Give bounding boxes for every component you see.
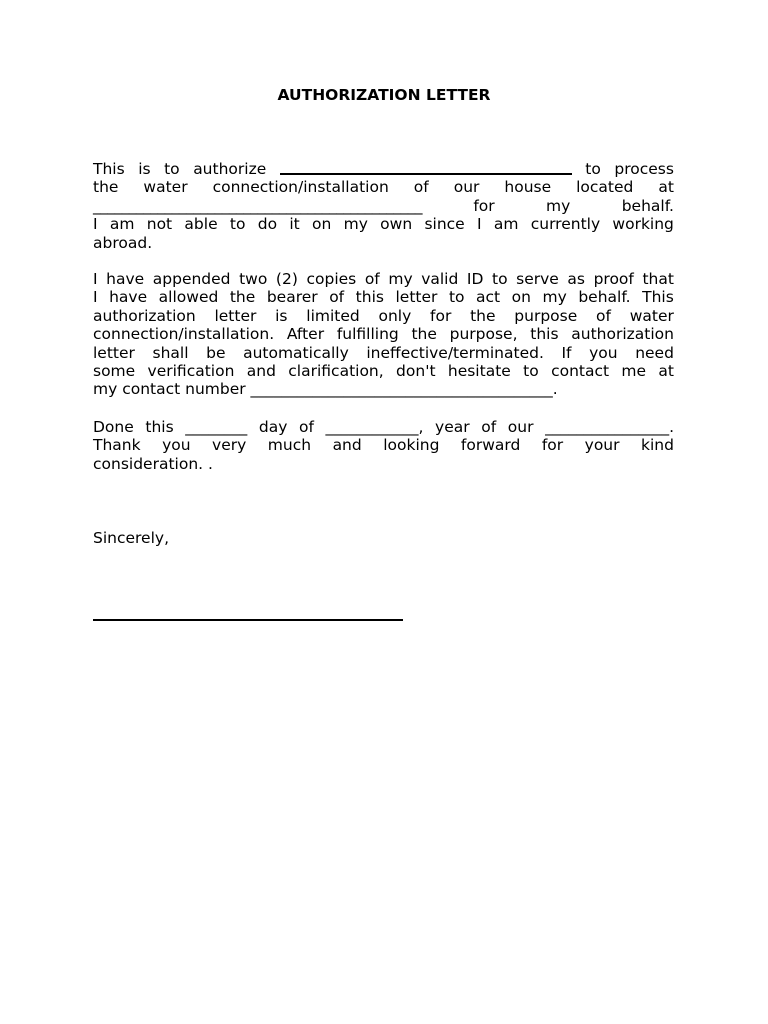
- word: the: [470, 306, 496, 325]
- paragraph-details: [93, 270, 674, 399]
- word: working: [612, 215, 674, 234]
- word: This: [93, 160, 125, 178]
- text-line: [93, 325, 674, 343]
- word: the: [229, 288, 256, 307]
- word: be: [206, 343, 226, 362]
- word: process: [614, 160, 674, 178]
- word: kind: [640, 436, 674, 455]
- word: behalf.: [578, 288, 631, 307]
- word: do: [257, 215, 278, 234]
- text-line: [93, 215, 674, 233]
- word: ________________.: [545, 418, 674, 436]
- word: the: [93, 178, 119, 197]
- word: purpose,: [449, 325, 518, 344]
- word: some: [93, 361, 136, 380]
- word: allowed: [158, 288, 219, 307]
- word: automatically: [243, 343, 349, 362]
- word: Done: [93, 418, 134, 436]
- word: currently: [530, 215, 601, 234]
- word: looking: [383, 436, 440, 455]
- text-line: [93, 436, 674, 454]
- text-line: [93, 178, 674, 196]
- word: for: [541, 436, 564, 455]
- word: it: [289, 215, 300, 234]
- word: since: [424, 215, 465, 234]
- word: on: [312, 215, 332, 234]
- word: ____________,: [325, 418, 424, 436]
- word: bearer: [266, 288, 318, 307]
- word: this: [355, 288, 384, 307]
- word: Thank: [93, 436, 141, 455]
- word: proof: [593, 270, 634, 288]
- word: ________: [185, 418, 248, 436]
- word: only: [378, 306, 412, 325]
- text-line: [93, 380, 674, 398]
- contact-number-line: my contact number _______________________________________.: [93, 380, 558, 399]
- word: letter: [214, 306, 257, 325]
- word: for: [473, 196, 495, 215]
- paragraph-authorization: [93, 160, 674, 252]
- word: to: [229, 215, 246, 234]
- text-line: [93, 455, 674, 473]
- authorized-person-blank: [280, 160, 572, 175]
- word: is: [138, 160, 151, 178]
- word: of: [364, 270, 380, 288]
- word: I: [93, 270, 98, 288]
- word: of: [481, 418, 497, 436]
- word: as: [567, 270, 585, 288]
- word: of: [298, 418, 314, 436]
- word: that: [642, 270, 674, 288]
- word: our: [453, 178, 480, 197]
- word: your: [584, 436, 620, 455]
- word: water: [143, 178, 188, 197]
- word: connection/installation.: [93, 325, 275, 344]
- word: is: [275, 306, 288, 325]
- word: able: [184, 215, 218, 234]
- word: purpose: [514, 306, 578, 325]
- signature-line: [93, 619, 403, 621]
- word: very: [212, 436, 247, 455]
- word: copies: [306, 270, 357, 288]
- word: have: [106, 270, 145, 288]
- text-line: [93, 288, 674, 306]
- word: appended: [152, 270, 231, 288]
- word: authorization: [571, 325, 674, 344]
- word: serve: [516, 270, 559, 288]
- word: our: [507, 418, 534, 436]
- word: If: [561, 343, 572, 362]
- text-line: [93, 197, 674, 215]
- word: shall: [152, 343, 189, 362]
- word: at: [658, 178, 674, 197]
- word: to: [523, 361, 539, 380]
- word: located: [576, 178, 634, 197]
- word: letter: [395, 288, 438, 307]
- word: not: [146, 215, 173, 234]
- word: of: [596, 306, 611, 325]
- word: and: [246, 361, 276, 380]
- word: am: [109, 215, 135, 234]
- word: behalf.: [621, 196, 674, 215]
- word: I: [476, 215, 482, 234]
- word: valid: [421, 270, 459, 288]
- word: authorization: [93, 306, 196, 325]
- word: clarification,: [288, 361, 384, 380]
- word: ID: [466, 270, 484, 288]
- word: at: [658, 361, 674, 380]
- word: act: [476, 288, 501, 307]
- word: This: [642, 288, 674, 307]
- word: two: [239, 270, 268, 288]
- closing-salutation: Sincerely,: [93, 529, 170, 547]
- word: of: [329, 288, 345, 307]
- word: this: [145, 418, 174, 436]
- text-line: [93, 344, 674, 362]
- word: water: [629, 306, 674, 325]
- word: forward: [460, 436, 521, 455]
- word: own: [380, 215, 413, 234]
- word: my: [546, 196, 571, 215]
- word: After: [286, 325, 325, 344]
- word: much: [267, 436, 312, 455]
- word: you: [162, 436, 191, 455]
- word: you: [589, 343, 618, 362]
- word: for: [430, 306, 452, 325]
- word: consideration. .: [93, 454, 213, 473]
- word: am: [493, 215, 519, 234]
- word: to: [585, 160, 601, 178]
- word: day: [258, 418, 288, 436]
- word: connection/installation: [212, 178, 389, 197]
- text-line: [93, 234, 674, 252]
- word: this: [530, 325, 559, 344]
- word: need: [635, 343, 674, 362]
- word: have: [109, 288, 148, 307]
- word: letter: [93, 343, 135, 362]
- word: to: [448, 288, 465, 307]
- text-line: [93, 160, 674, 178]
- word: abroad.: [93, 233, 153, 252]
- letter-title: AUTHORIZATION LETTER: [277, 86, 491, 104]
- word: limited: [306, 306, 360, 325]
- text-line: [93, 362, 674, 380]
- word: (2): [275, 270, 298, 288]
- word: to: [164, 160, 180, 178]
- text-line: [93, 307, 674, 325]
- word: authorize: [193, 160, 267, 178]
- text-line: [93, 270, 674, 288]
- word: verification: [147, 361, 235, 380]
- paragraph-date: [93, 418, 674, 473]
- word: on: [511, 288, 531, 307]
- word: contact: [551, 361, 610, 380]
- word: my: [388, 270, 413, 288]
- word: I: [93, 288, 98, 307]
- word: year: [435, 418, 470, 436]
- word: house: [504, 178, 552, 197]
- word: fulfilling: [336, 325, 399, 344]
- word: of: [413, 178, 429, 197]
- word: the: [411, 325, 437, 344]
- address-blank: ______________________________________________: [93, 196, 422, 215]
- word: and: [332, 436, 362, 455]
- word: my: [343, 215, 368, 234]
- word: don't: [396, 361, 436, 380]
- word: my: [542, 288, 567, 307]
- word: to: [492, 270, 508, 288]
- word: I: [93, 215, 98, 234]
- word: me: [621, 361, 647, 380]
- word: hesitate: [447, 361, 511, 380]
- text-line: [93, 418, 674, 436]
- word: ineffective/terminated.: [366, 343, 544, 362]
